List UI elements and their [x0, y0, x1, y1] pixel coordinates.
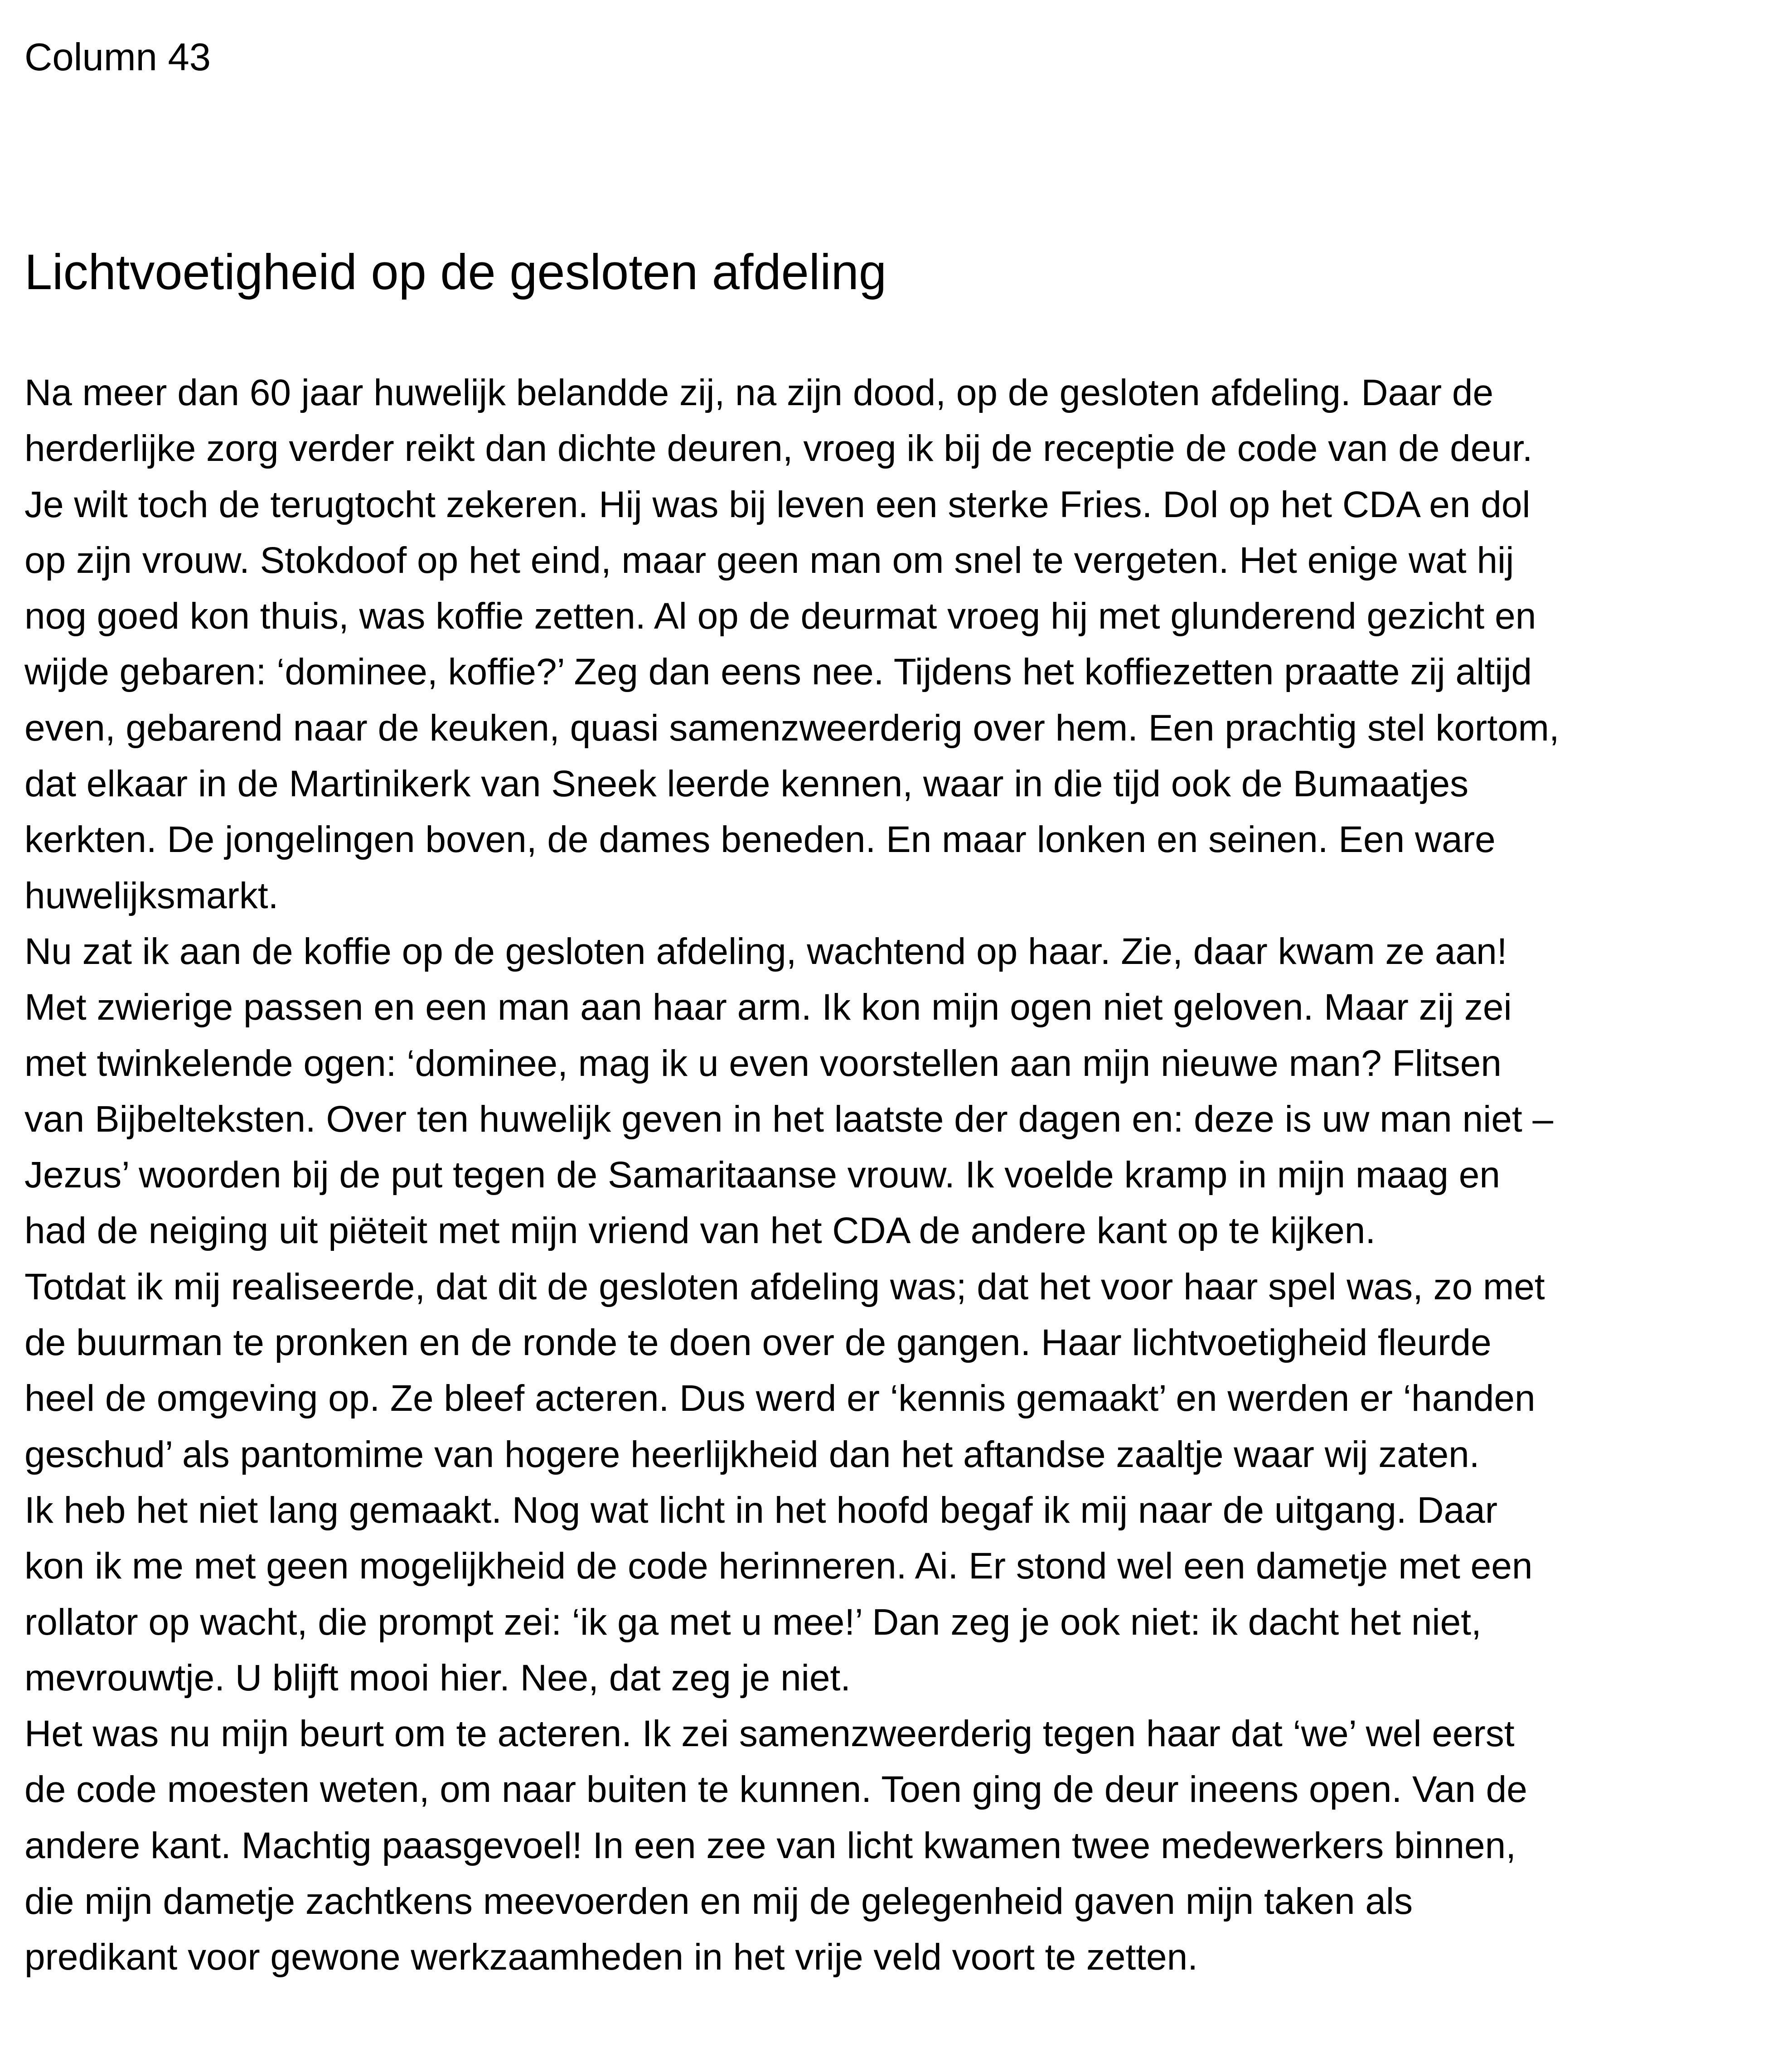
- body-line: op zijn vrouw. Stokdoof op het eind, maar geen man om snel te vergeten. Het enige wat hij: [24, 539, 1514, 581]
- body-line: de code moesten weten, om naar buiten te kunnen. Toen ging de deur ineens open. Van de: [24, 1769, 1527, 1811]
- body-line: Totdat ik mij realiseerde, dat dit de gesloten afdeling was; dat het voor haar spel was, zo met: [24, 1266, 1545, 1307]
- body-line: dat elkaar in de Martinikerk van Sneek leerde kennen, waar in die tijd ook de Bumaatjes: [24, 763, 1469, 805]
- body-line: kon ik me met geen mogelijkheid de code herinneren. Ai. Er stond wel een dametje met een: [24, 1545, 1533, 1587]
- body-line: kerkten. De jongelingen boven, de dames beneden. En maar lonken en seinen. Een ware: [24, 819, 1496, 861]
- body-line: geschud’ als pantomime van hogere heerlijkheid dan het aftandse zaaltje waar wij zaten.: [24, 1433, 1480, 1475]
- body-line: andere kant. Machtig paasgevoel! In een zee van licht kwamen twee medewerkers binnen,: [24, 1825, 1516, 1866]
- body-line: Nu zat ik aan de koffie op de gesloten afdeling, wachtend op haar. Zie, daar kwam ze aan!: [24, 930, 1507, 972]
- body-line: wijde gebaren: ‘dominee, koffie?’ Zeg dan eens nee. Tijdens het koffiezetten praatte zij altijd: [24, 651, 1532, 693]
- body-line: Met zwierige passen en een man aan haar arm. Ik kon mijn ogen niet geloven. Maar zij zei: [24, 987, 1512, 1028]
- body-line: Je wilt toch de terugtocht zekeren. Hij was bij leven een sterke Fries. Dol op het CDA en dol: [24, 484, 1531, 525]
- body-line: Na meer dan 60 jaar huwelijk belandde zij, na zijn dood, op de gesloten afdeling. Daar de: [24, 372, 1494, 413]
- body-line: Ik heb het niet lang gemaakt. Nog wat licht in het hoofd begaf ik mij naar de uitgang. Daar: [24, 1489, 1498, 1531]
- body-line: predikant voor gewone werkzaamheden in het vrije veld voort te zetten.: [24, 1936, 1198, 1978]
- body-line: even, gebarend naar de keuken, quasi samenzweerderig over hem. Een prachtig stel kortom,: [24, 707, 1560, 749]
- body-line: de buurman te pronken en de ronde te doen over de gangen. Haar lichtvoetigheid fleurde: [24, 1322, 1492, 1364]
- body-line: had de neiging uit piëteit met mijn vriend van het CDA de andere kant op te kijken.: [24, 1210, 1376, 1252]
- body-line: rollator op wacht, die prompt zei: ‘ik ga met u mee!’ Dan zeg je ook niet: ik dacht het niet,: [24, 1601, 1482, 1643]
- body-line: herderlijke zorg verder reikt dan dichte deuren, vroeg ik bij de receptie de code van de deur.: [24, 428, 1533, 470]
- body-line: met twinkelende ogen: ‘dominee, mag ik u even voorstellen aan mijn nieuwe man? Flitsen: [24, 1042, 1502, 1084]
- body-line: nog goed kon thuis, was koffie zetten. Al op de deurmat vroeg hij met glunderend gezicht en: [24, 595, 1536, 637]
- body-line: van Bijbelteksten. Over ten huwelijk geven in het laatste der dagen en: deze is uw man niet –: [24, 1098, 1554, 1140]
- body-line: heel de omgeving op. Ze bleef acteren. Dus werd er ‘kennis gemaakt’ en werden er ‘handen: [24, 1378, 1535, 1419]
- body-line: die mijn dametje zachtkens meevoerden en mij de gelegenheid gaven mijn taken als: [24, 1881, 1413, 1922]
- body-line: huwelijksmarkt.: [24, 875, 279, 916]
- article-body: [24, 365, 1756, 1985]
- body-line: Jezus’ woorden bij de put tegen de Samaritaanse vrouw. Ik voelde kramp in mijn maag en: [24, 1154, 1500, 1196]
- body-line: mevrouwtje. U blijft mooi hier. Nee, dat zeg je niet.: [24, 1657, 851, 1699]
- article-title: Lichtvoetigheid op de gesloten afdeling: [24, 244, 887, 300]
- body-line: Het was nu mijn beurt om te acteren. Ik zei samenzweerderig tegen haar dat ‘we’ wel eerst: [24, 1713, 1515, 1755]
- column-label: Column 43: [24, 36, 211, 79]
